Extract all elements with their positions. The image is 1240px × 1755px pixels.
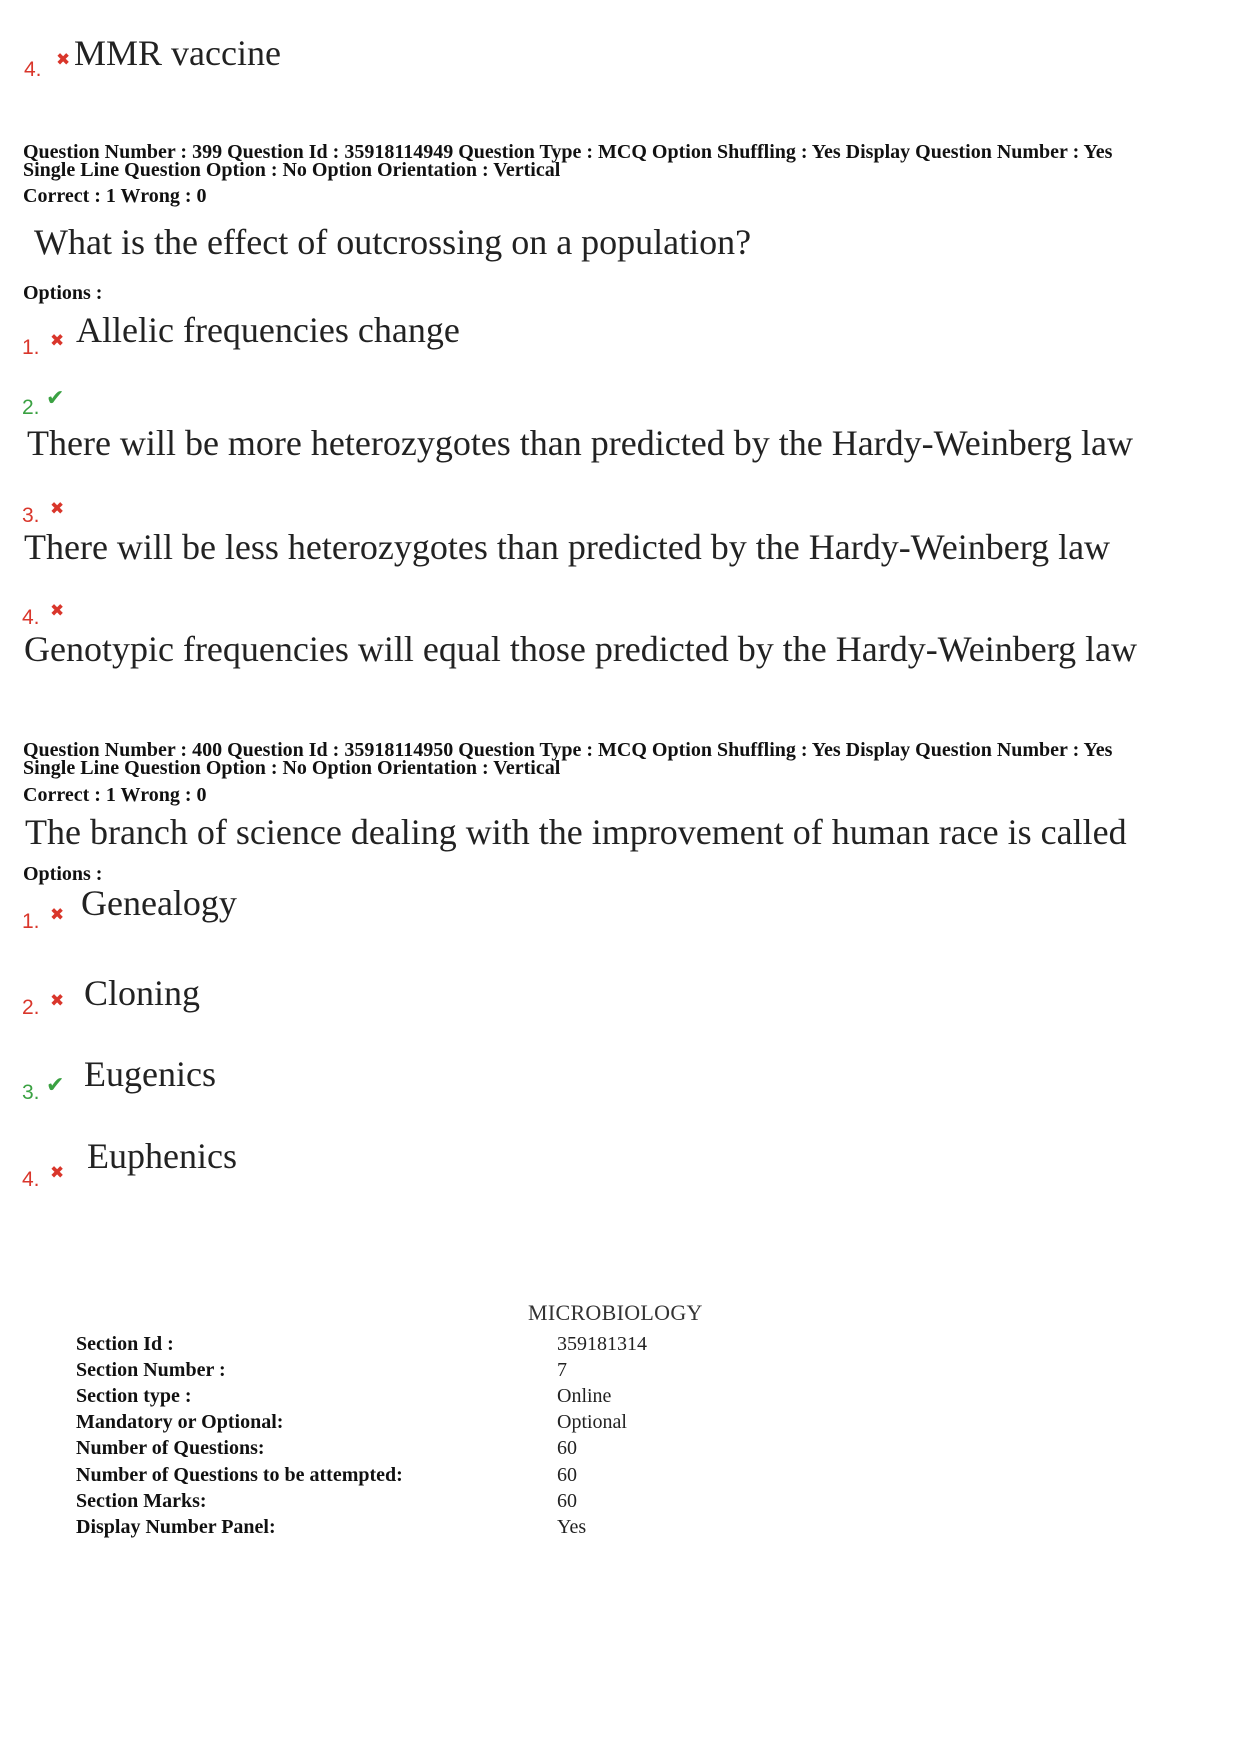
options-label: Options : <box>23 282 103 304</box>
section-field-value: Optional <box>557 1411 627 1433</box>
option-number: 4. <box>24 58 42 81</box>
section-field-value: 60 <box>557 1490 577 1512</box>
section-field-label: Display Number Panel: <box>76 1516 276 1538</box>
cross-icon: ✖ <box>50 905 65 925</box>
question-meta-line2: Single Line Question Option : No Option Orientation : Vertical <box>23 159 561 181</box>
question-text: What is the effect of outcrossing on a population? <box>34 222 752 262</box>
section-field-label: Number of Questions to be attempted: <box>76 1464 403 1486</box>
check-icon: ✔ <box>46 1073 65 1098</box>
option-text: Euphenics <box>87 1136 237 1176</box>
option-text: Cloning <box>84 973 201 1013</box>
option-text: There will be less heterozygotes than predicted by the Hardy-Weinberg law <box>24 527 1111 567</box>
section-field-value: 60 <box>557 1464 577 1486</box>
section-field-label: Mandatory or Optional: <box>76 1411 284 1433</box>
option-number: 1. <box>22 910 40 933</box>
check-icon: ✔ <box>46 386 65 411</box>
option-number: 3. <box>22 1081 40 1104</box>
option-text: Genealogy <box>81 883 237 923</box>
section-field-value: Yes <box>557 1516 587 1538</box>
section-field-label: Section Id : <box>76 1333 174 1355</box>
cross-icon: ✖ <box>50 601 65 621</box>
section-field-label: Section Marks: <box>76 1490 207 1512</box>
question-meta-line2: Single Line Question Option : No Option Orientation : Vertical <box>23 757 561 779</box>
section-title: MICROBIOLOGY <box>528 1300 703 1325</box>
section-field-value: 359181314 <box>557 1333 647 1355</box>
section-field-value: Online <box>557 1385 612 1407</box>
question-meta-line1: Question Number : 399 Question Id : 35918114949 Question Type : MCQ Option Shuffling : Yes Display Question Number : Yes <box>23 141 1113 163</box>
question-marks: Correct : 1 Wrong : 0 <box>23 784 207 806</box>
cross-icon: ✖ <box>50 331 65 351</box>
option-text: MMR vaccine <box>74 33 281 73</box>
section-field-label: Section Number : <box>76 1359 226 1381</box>
cross-icon: ✖ <box>50 499 65 519</box>
option-number: 4. <box>22 1168 40 1191</box>
section-field-label: Section type : <box>76 1385 192 1407</box>
section-field-value: 7 <box>557 1359 567 1381</box>
cross-icon: ✖ <box>56 50 71 70</box>
option-text: There will be more heterozygotes than predicted by the Hardy-Weinberg law <box>27 423 1134 463</box>
option-number: 4. <box>22 606 40 629</box>
section-field-label: Number of Questions: <box>76 1437 265 1459</box>
question-meta-line1: Question Number : 400 Question Id : 35918114950 Question Type : MCQ Option Shuffling : Yes Display Question Number : Yes <box>23 739 1113 761</box>
option-number: 2. <box>22 396 40 419</box>
cross-icon: ✖ <box>50 991 65 1011</box>
option-number: 3. <box>22 504 40 527</box>
question-text: The branch of science dealing with the improvement of human race is called <box>25 812 1127 852</box>
options-label: Options : <box>23 863 103 885</box>
option-text: Eugenics <box>84 1054 216 1094</box>
option-number: 2. <box>22 996 40 1019</box>
cross-icon: ✖ <box>50 1163 65 1183</box>
option-text: Allelic frequencies change <box>76 310 460 350</box>
option-number: 1. <box>22 336 40 359</box>
question-marks: Correct : 1 Wrong : 0 <box>23 185 207 207</box>
section-field-value: 60 <box>557 1437 577 1459</box>
option-text: Genotypic frequencies will equal those predicted by the Hardy-Weinberg law <box>24 629 1138 669</box>
